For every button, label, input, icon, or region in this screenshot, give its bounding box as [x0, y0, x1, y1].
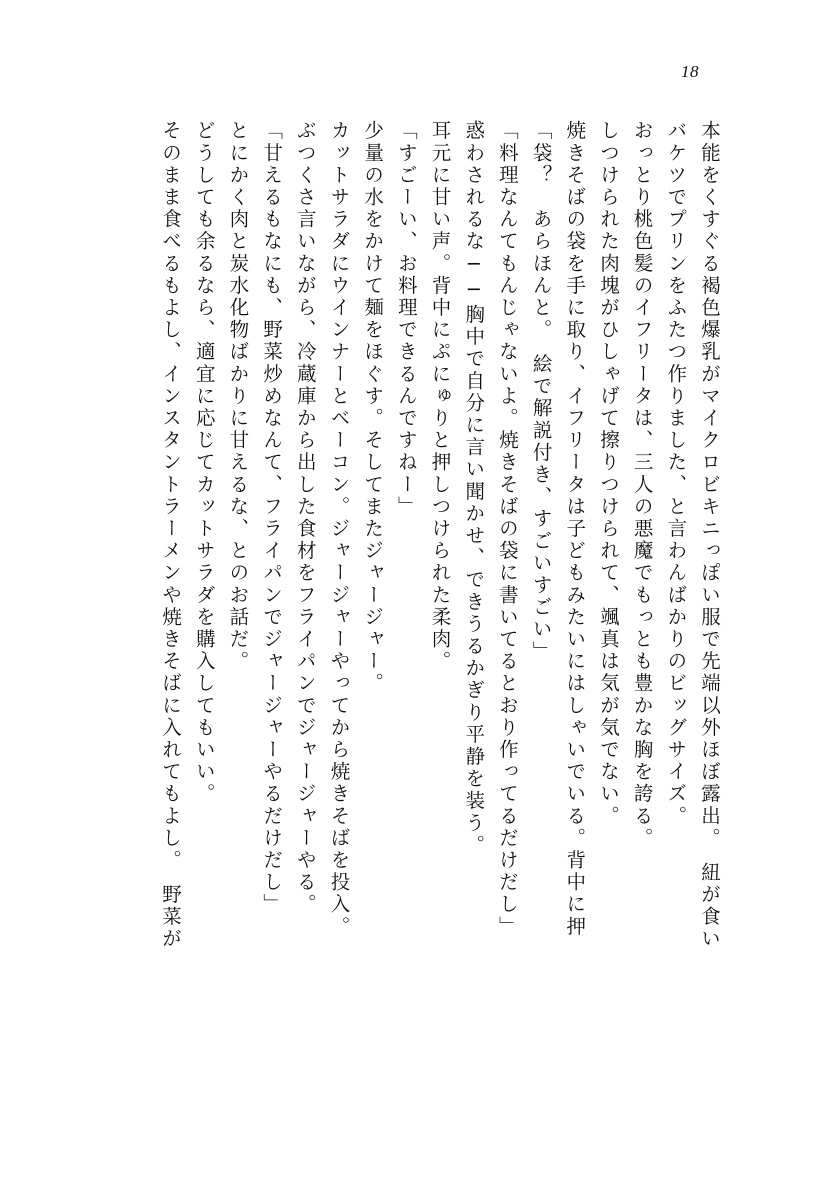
vertical-text-body — [161, 120, 720, 1050]
text-line: 焼きそばの袋を手に取り、イフリータは子どもみたいにはしゃいでいる。背中に押 — [563, 120, 587, 938]
text-line: 「袋？ あらほんと。 絵で解説付き、すごいすごい」 — [529, 120, 553, 663]
text-line: ぶつくさ言いながら、冷蔵庫から出した食材をフライパンでジャージャーやる。 — [293, 120, 317, 916]
text-line: 本能をくすぐる褐色爆乳がマイクロビキニっぽい服で先端以外ほぼ露出。 紐が食い — [698, 120, 721, 951]
text-line: 「すごーい、お料理できるんですねー」 — [394, 120, 418, 518]
text-line: とにかく肉と炭水化物ばかりに甘えるな、とのお話だ。 — [226, 120, 250, 673]
text-line: 「料理なんてもんじゃないよ。焼きそばの袋に書いてるとおり作ってるだけだし」 — [495, 120, 519, 938]
text-line: 少量の水をかけて麺をほぐす。そしてまたジャージャー。 — [361, 120, 385, 695]
text-line: バケツでプリンをふたつ作りました、と言わんばかりのビッグサイズ。 — [664, 120, 688, 828]
text-line: カットサラダにウインナーとベーコン。ジャージャーやってから焼きそばを投入。 — [327, 120, 351, 938]
text-line: しつけられた肉塊がひしゃげて擦りつけられて、颯真は気が気でない。 — [596, 120, 620, 828]
text-line: どうしても余るなら、適宜に応じてカットサラダを購入してもいい。 — [192, 120, 216, 806]
text-line: 惑わされるな──胸中で自分に言い聞かせ、できうるかぎり平静を装う。 — [462, 120, 486, 857]
text-line: そのまま食べるもよし、インスタントラーメンや焼きそばに入れてもよし。 野菜が — [159, 120, 182, 951]
text-line: おっとり桃色髪のイフリータは、三人の悪魔でもっとも豊かな胸を誇る。 — [630, 120, 654, 850]
page-number: 18 — [681, 62, 699, 81]
text-line: 耳元に甘い声。背中にぷにゅりと押しつけられた柔肉。 — [428, 120, 452, 673]
text-line: 「甘えるもなにも、野菜炒めなんて、フライパンでジャージャーやるだけだし」 — [260, 120, 284, 916]
